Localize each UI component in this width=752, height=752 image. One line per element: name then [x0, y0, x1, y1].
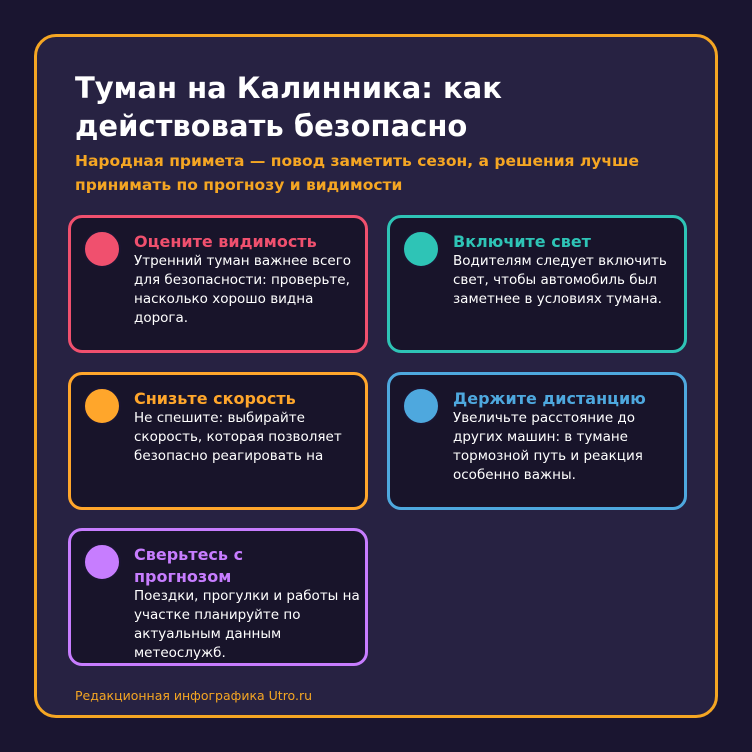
tip-card-visibility — [68, 215, 368, 353]
footer-credit: Редакционная инфографика Utro.ru — [75, 688, 313, 703]
tip-card-text: Не спешите: выбирайте скорость, которая позволяет безопасно реагировать на — [134, 410, 342, 464]
tip-card-title: Держите дистанцию — [453, 389, 646, 408]
bullet-circle-icon — [83, 230, 121, 268]
page-subtitle: Народная примета — повод заметить сезон, а решения лучше принимать по прогнозу и видимости — [75, 152, 639, 194]
tip-card-title: Снизьте скорость — [134, 389, 296, 408]
page-title: Туман на Калинника: как действовать безопасно — [75, 71, 502, 143]
tip-card-title: Оцените видимость — [134, 232, 317, 251]
bullet-circle-icon — [83, 543, 121, 581]
tip-card-text: Водителям следует включить свет, чтобы автомобиль был заметнее в условиях тумана. — [453, 253, 667, 307]
bullet-circle-icon — [83, 387, 121, 425]
bullet-circle-icon — [402, 230, 440, 268]
tip-card-lights — [387, 215, 687, 353]
infographic-frame — [34, 34, 718, 718]
tip-card-forecast — [68, 528, 368, 666]
tip-card-speed — [68, 372, 368, 510]
tip-card-text: Поездки, прогулки и работы на участке планируйте по актуальным данным метеослужб. — [134, 588, 360, 661]
bullet-circle-icon — [402, 387, 440, 425]
tip-card-text: Утренний туман важнее всего для безопасности: проверьте, насколько хорошо видна дорога. — [134, 253, 352, 326]
tip-card-title: Включите свет — [453, 232, 591, 251]
tip-card-text: Увеличьте расстояние до других машин: в тумане тормозной путь и реакция особенно важны. — [453, 410, 643, 483]
tip-card-distance — [387, 372, 687, 510]
tip-card-title: Сверьтесь с прогнозом — [134, 545, 244, 586]
